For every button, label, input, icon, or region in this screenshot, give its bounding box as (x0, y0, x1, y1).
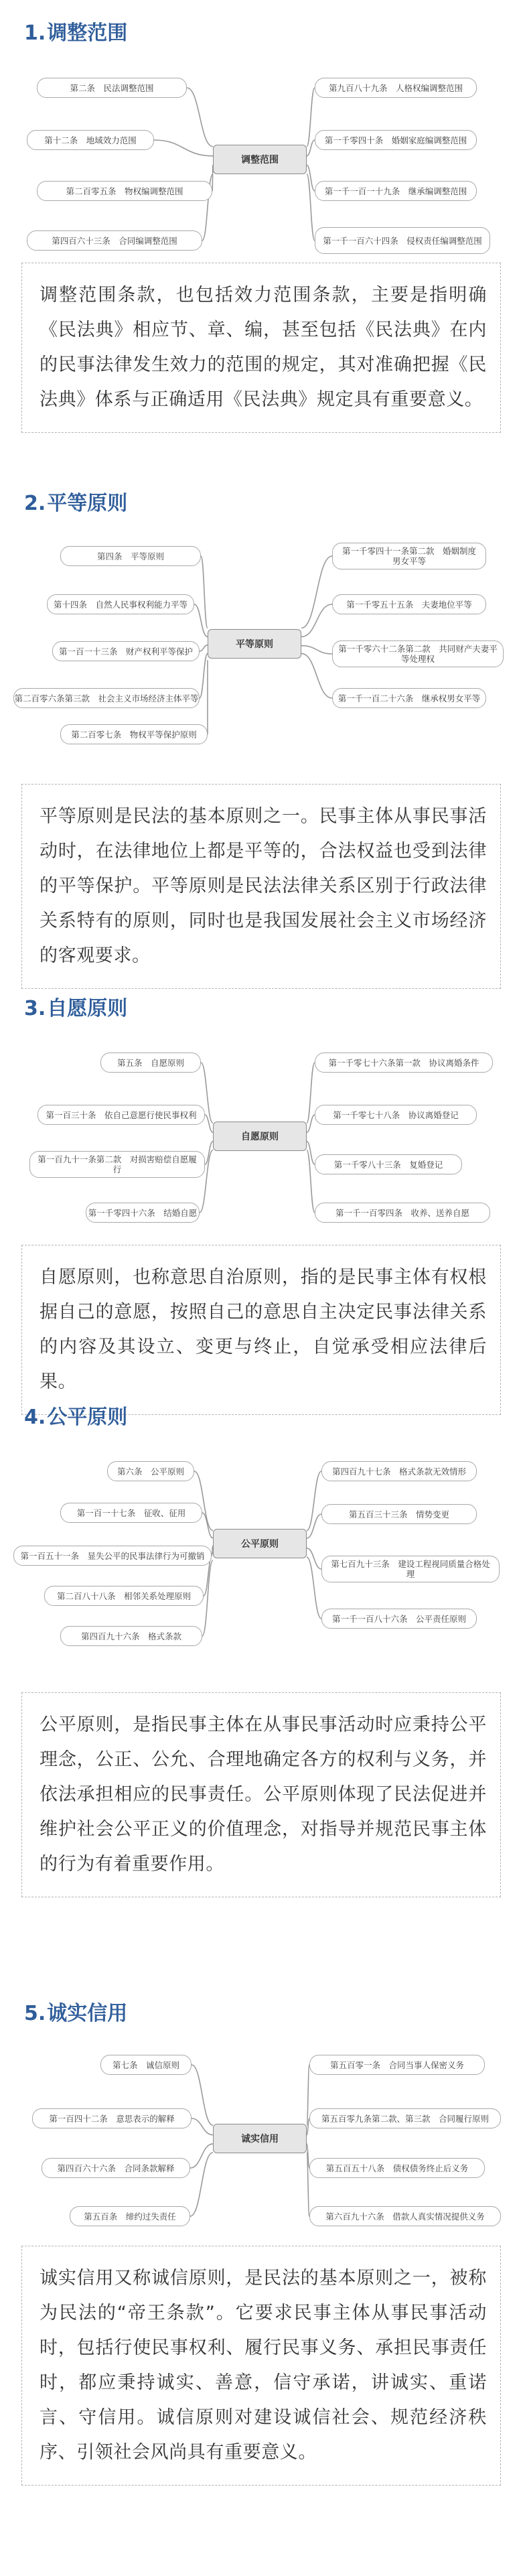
mind-map-node-right: 第一千一百零四条 收养、送养自愿 (315, 1203, 490, 1223)
mind-map-node-right: 第六百九十六条 借款人真实情况提供义务 (309, 2206, 501, 2226)
mind-map-node-left: 第二百零六条第三款 社会主义市场经济主体平等 (13, 688, 200, 708)
mind-map (0, 1041, 523, 1242)
mind-map-node-left: 第五百条 缔约过失责任 (70, 2206, 190, 2226)
mind-map-node-right: 第一千零四十条 婚姻家庭编调整范围 (315, 130, 477, 150)
mind-map-node-left: 第二条 民法调整范围 (37, 78, 187, 98)
mind-map-node-right: 第五百五十八条 债权债务终止后义务 (309, 2158, 485, 2178)
description-box: 诚实信用又称诚信原则，是民法的基本原则之一，被称为民法的“帝王条款”。它要求民事主体从事民事活动时，包括行使民事权利、履行民事义务、承担民事责任时，都应秉持诚实、善意，信守承诺，讲诚实、重诺言、守信用。诚信原则对建设诚信社会、规范经济秩序、引领社会风尚具有重要意义。 (21, 2246, 501, 2486)
mind-map-node-right: 第一千零五十五条 夫妻地位平等 (332, 594, 486, 614)
section-title: 3.自愿原则 (24, 997, 128, 1020)
mind-map-node-right: 第四百九十七条 格式条款无效情形 (321, 1461, 477, 1481)
mind-map-node-right: 第一千零七十八条 协议离婚登记 (315, 1105, 477, 1125)
mind-map-node-left: 第六条 公平原则 (107, 1461, 194, 1481)
description-box: 公平原则，是指民事主体在从事民事活动时应秉持公平理念，公正、公允、合理地确定各方的权利与义务，并依法承担相应的民事责任。公平原则体现了民法促进并维护社会公平正义的价值理念，对指导并规范民事主体的行为有着重要作用。 (21, 1692, 501, 1897)
mind-map (0, 1450, 523, 1651)
mind-map-node-left: 第二百八十八条 相邻关系处理原则 (44, 1586, 204, 1606)
mind-map-node-left: 第十二条 地域效力范围 (27, 130, 154, 150)
section-title: 1.调整范围 (24, 21, 128, 45)
mind-map-node-left: 第二百零五条 物权编调整范围 (37, 181, 212, 201)
connector-line (154, 140, 213, 156)
section-title: 5.诚实信用 (24, 2002, 128, 2025)
mind-map-center: 诚实信用 (213, 2124, 307, 2153)
connector-line (307, 1150, 315, 1213)
connector-line (307, 174, 315, 241)
connector-line (307, 1063, 315, 1123)
description-box: 自愿原则，也称意思自治原则，指的是民事主体有权根据自己的意愿，按照自己的意思自主决定民事法律关系的内容及其设立、变更与终止，自觉承受相应法律后果。 (21, 1245, 501, 1415)
mind-map-node-left: 第四百六十三条 合同编调整范围 (27, 230, 202, 251)
connector-line (201, 556, 208, 628)
connector-line (307, 1115, 315, 1132)
section-title: 4.公平原则 (24, 1406, 128, 1429)
connector-line (202, 1560, 213, 1636)
mind-map-node-right: 第一千零四十一条第二款 婚姻制度男女平等 (332, 543, 486, 569)
mind-map-center: 公平原则 (213, 1529, 307, 1558)
mind-map-node-right: 第五百零一条 合同当事人保密义务 (309, 2055, 485, 2075)
mind-map-node-left: 第一百一十七条 征收、征用 (60, 1503, 202, 1523)
mind-map-center: 平等原则 (208, 629, 301, 659)
mind-map-node-left: 第一千零四十六条 结婚自愿 (86, 1203, 200, 1223)
mind-map-node-right: 第一千一百一十九条 继承编调整范围 (315, 181, 477, 201)
mind-map-node-right: 第九百八十九条 人格权编调整范围 (315, 78, 477, 98)
mind-map (0, 2043, 523, 2244)
mind-map-node-right: 第五百零九条第二款、第三款 合同履行原则 (309, 2108, 501, 2128)
connector-line (192, 2118, 213, 2135)
mind-map-node-left: 第四百九十六条 格式条款 (60, 1626, 202, 1646)
mind-map-center: 自愿原则 (213, 1122, 307, 1151)
mind-map-node-left: 第一百三十条 依自己意愿行使民事权利 (38, 1105, 205, 1125)
mind-map-node-right: 第七百九十三条 建设工程视同质量合格处理 (321, 1556, 500, 1582)
mind-map (0, 533, 523, 741)
mind-map-center: 调整范围 (213, 145, 307, 174)
connector-line (205, 1115, 213, 1132)
mind-map-node-right: 第一千一百八十六条 公平责任原则 (321, 1609, 477, 1629)
connector-line (301, 654, 332, 698)
mind-map-node-left: 第四百六十六条 合同条款解释 (42, 2158, 190, 2178)
mind-map-node-left: 第二百零七条 物权平等保护原则 (60, 724, 208, 744)
section-title: 2.平等原则 (24, 492, 128, 515)
connector-line (187, 88, 213, 147)
mind-map-node-left: 第一百四十二条 意思表示的解释 (32, 2108, 192, 2128)
mind-map-node-left: 第五条 自愿原则 (100, 1053, 201, 1073)
connector-line (202, 1513, 213, 1538)
connector-line (190, 2153, 213, 2216)
connector-line (307, 1514, 321, 1538)
connector-line (200, 654, 208, 698)
connector-line (301, 646, 332, 654)
mind-map-node-right: 第一千一百二十六条 继承权男女平等 (332, 688, 486, 708)
mind-map-node-right: 第五百三十三条 情势变更 (321, 1504, 477, 1524)
connector-line (190, 2144, 213, 2168)
connector-line (192, 2065, 213, 2125)
mind-map-node-right: 第一千零七十六条第一款 协议离婚条件 (315, 1053, 493, 1073)
mind-map-node-right: 第一千一百六十四条 侵权责任编调整范围 (315, 227, 490, 254)
mind-map-node-left: 第一百五十一条 显失公平的民事法律行为可撤销 (13, 1546, 212, 1566)
mind-map-node-left: 第四条 平等原则 (60, 546, 201, 566)
mind-map (0, 64, 523, 265)
mind-map-node-right: 第一千零八十三条 复婚登记 (315, 1154, 462, 1174)
connector-line (307, 1557, 321, 1619)
connector-line (200, 645, 208, 651)
connector-line (301, 604, 332, 636)
connector-line (301, 556, 332, 628)
connector-line (307, 1471, 321, 1531)
mind-map-node-left: 第一百一十三条 财产权利平等保护 (52, 641, 200, 661)
mind-map-node-left: 第一百九十一条第二款 对损害赔偿自愿履行 (29, 1151, 205, 1178)
mind-map-node-left: 第七条 诚信原则 (100, 2055, 192, 2075)
mind-map-node-right: 第一千零六十二条第二款 共同财产夫妻平等处理权 (332, 640, 504, 667)
connector-line (307, 88, 315, 147)
description-box: 平等原则是民法的基本原则之一。民事主体从事民事活动时，在法律地位上都是平等的，合法权益也受到法律的平等保护。平等原则是民法法律关系区别于行政法律关系特有的原则，同时也是我国发展社会主义市场经济的客观要求。 (21, 784, 501, 989)
mind-map-node-left: 第十四条 自然人民事权利能力平等 (47, 594, 194, 614)
description-box: 调整范围条款，也包括效力范围条款，主要是指明确《民法典》相应节、章、编，甚至包括《民法典》在内的民事法律发生效力的范围的规定，其对准确把握《民法典》体系与正确适用《民法典》规定具有重要意义。 (21, 263, 501, 433)
